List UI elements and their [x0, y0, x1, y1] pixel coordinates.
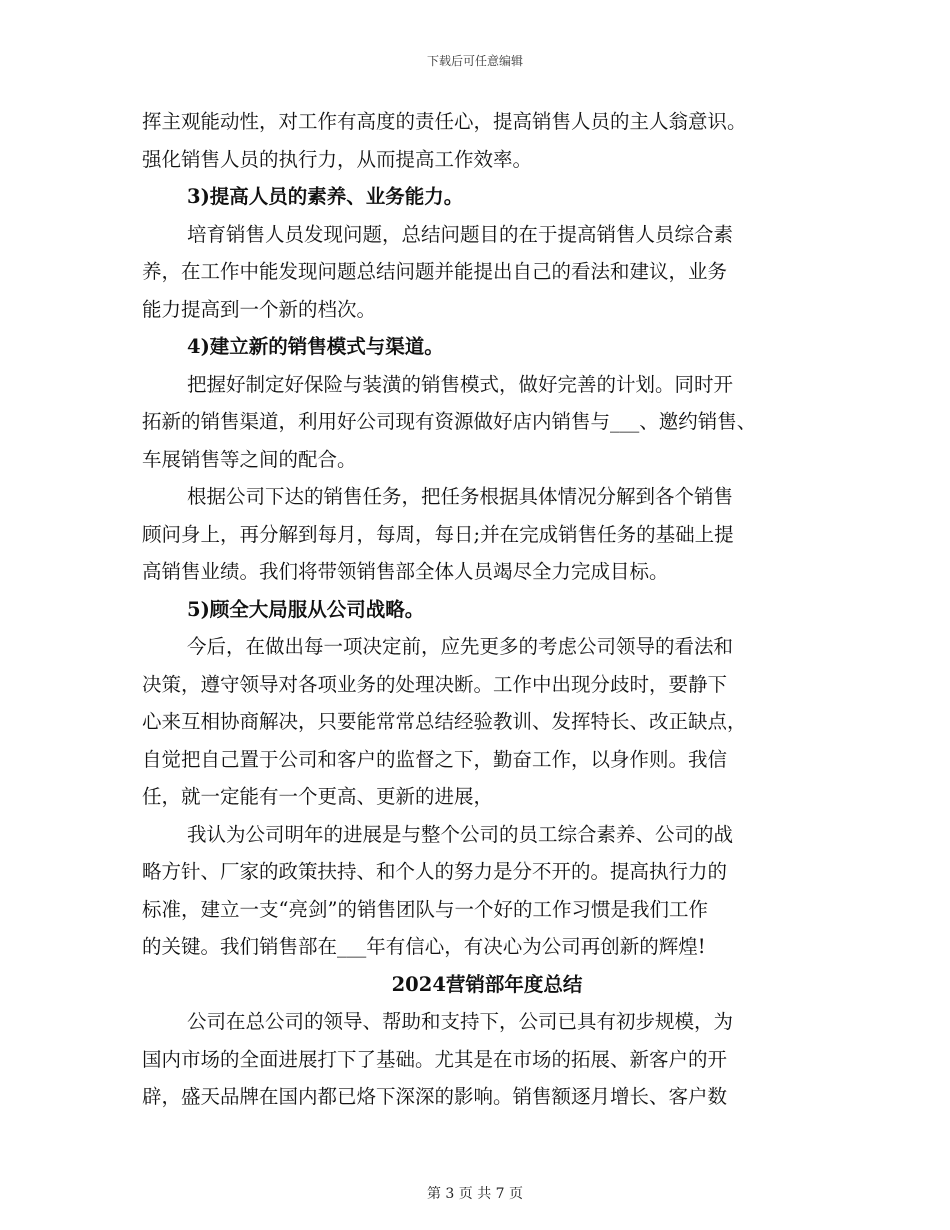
section-text [142, 1003, 832, 1116]
text-line: 培育销售人员发现问题，总结问题目的在于提高销售人员综合素 [187, 222, 734, 246]
text-line: 根据公司下达的销售任务，把任务根据具体情况分解到各个销售 [187, 485, 734, 508]
document-body [142, 103, 832, 1116]
text-line: 顾问身上，再分解到每月，每周，每日;并在完成销售任务的基础上提 [142, 522, 734, 546]
text-line: 自觉把自己置于公司和客户的监督之下，勤奋工作，以身作则。我信 [142, 747, 728, 771]
text-line: 国内市场的全面进展打下了基础。尤其是在市场的拓展、新客户的开 [142, 1047, 728, 1071]
section-title: 2024营销部年度总结 [391, 972, 583, 996]
text-line: 高销售业绩。我们将带领销售部全体人员竭尽全力完成目标。 [142, 560, 669, 583]
text-line: 任，就一定能有一个更高、更新的进展， [142, 785, 494, 808]
text-line: 养，在工作中能发现问题总结问题并能提出自己的看法和建议，业务 [142, 260, 728, 283]
text-line: 拓新的销售渠道，利用好公司现有资源做好店内销售与___、邀约销售、 [142, 410, 757, 433]
text-line: 略方针、厂家的政策扶持、和个人的努力是分不开的。提高执行力的 [142, 860, 728, 883]
subheading: 4)建立新的销售模式与渠道。 [187, 335, 444, 358]
text-line: 挥主观能动性，对工作有高度的责任心，提高销售人员的主人翁意识。 [142, 110, 747, 133]
text-line: 车展销售等之间的配合。 [142, 447, 357, 471]
text-line: 决策，遵守领导对各项业务的处理决断。工作中出现分歧时，要静下 [142, 672, 728, 696]
text-line: 标准，建立一支“亮剑”的销售团队与一个好的工作习惯是我们工作 [142, 897, 708, 921]
text-line: 能力提高到一个新的档次。 [142, 297, 377, 321]
text-line: 把握好制定好保险与装潢的销售模式，做好完善的计划。同时开 [187, 372, 734, 396]
text-line: 公司在总公司的领导、帮助和支持下，公司已具有初步规模，为 [187, 1010, 734, 1033]
page-footer: 第 3 页 共 7 页 [426, 1186, 524, 1202]
page-header: 下载后可任意编辑 [426, 54, 523, 68]
text-line: 我认为公司明年的进展是与整个公司的员工综合素养、公司的战 [187, 822, 734, 846]
body-text [142, 103, 832, 966]
text-line: 辟，盛天品牌在国内都已烙下深深的影响。销售额逐月增长、客户数 [142, 1085, 728, 1108]
text-line: 心来互相协商解决，只要能常常总结经验教训、发挥特长、改正缺点， [142, 710, 747, 733]
text-line: 强化销售人员的执行力，从而提高工作效率。 [142, 147, 533, 171]
subheading: 5)顾全大局服从公司战略。 [187, 597, 425, 621]
subheading: 3)提高人员的素养、业务能力。 [187, 185, 464, 208]
text-line: 的关键。我们销售部在___年有信心，有决心为公司再创新的辉煌! [142, 935, 706, 958]
text-line: 今后，在做出每一项决定前，应先更多的考虑公司领导的看法和 [187, 635, 734, 658]
